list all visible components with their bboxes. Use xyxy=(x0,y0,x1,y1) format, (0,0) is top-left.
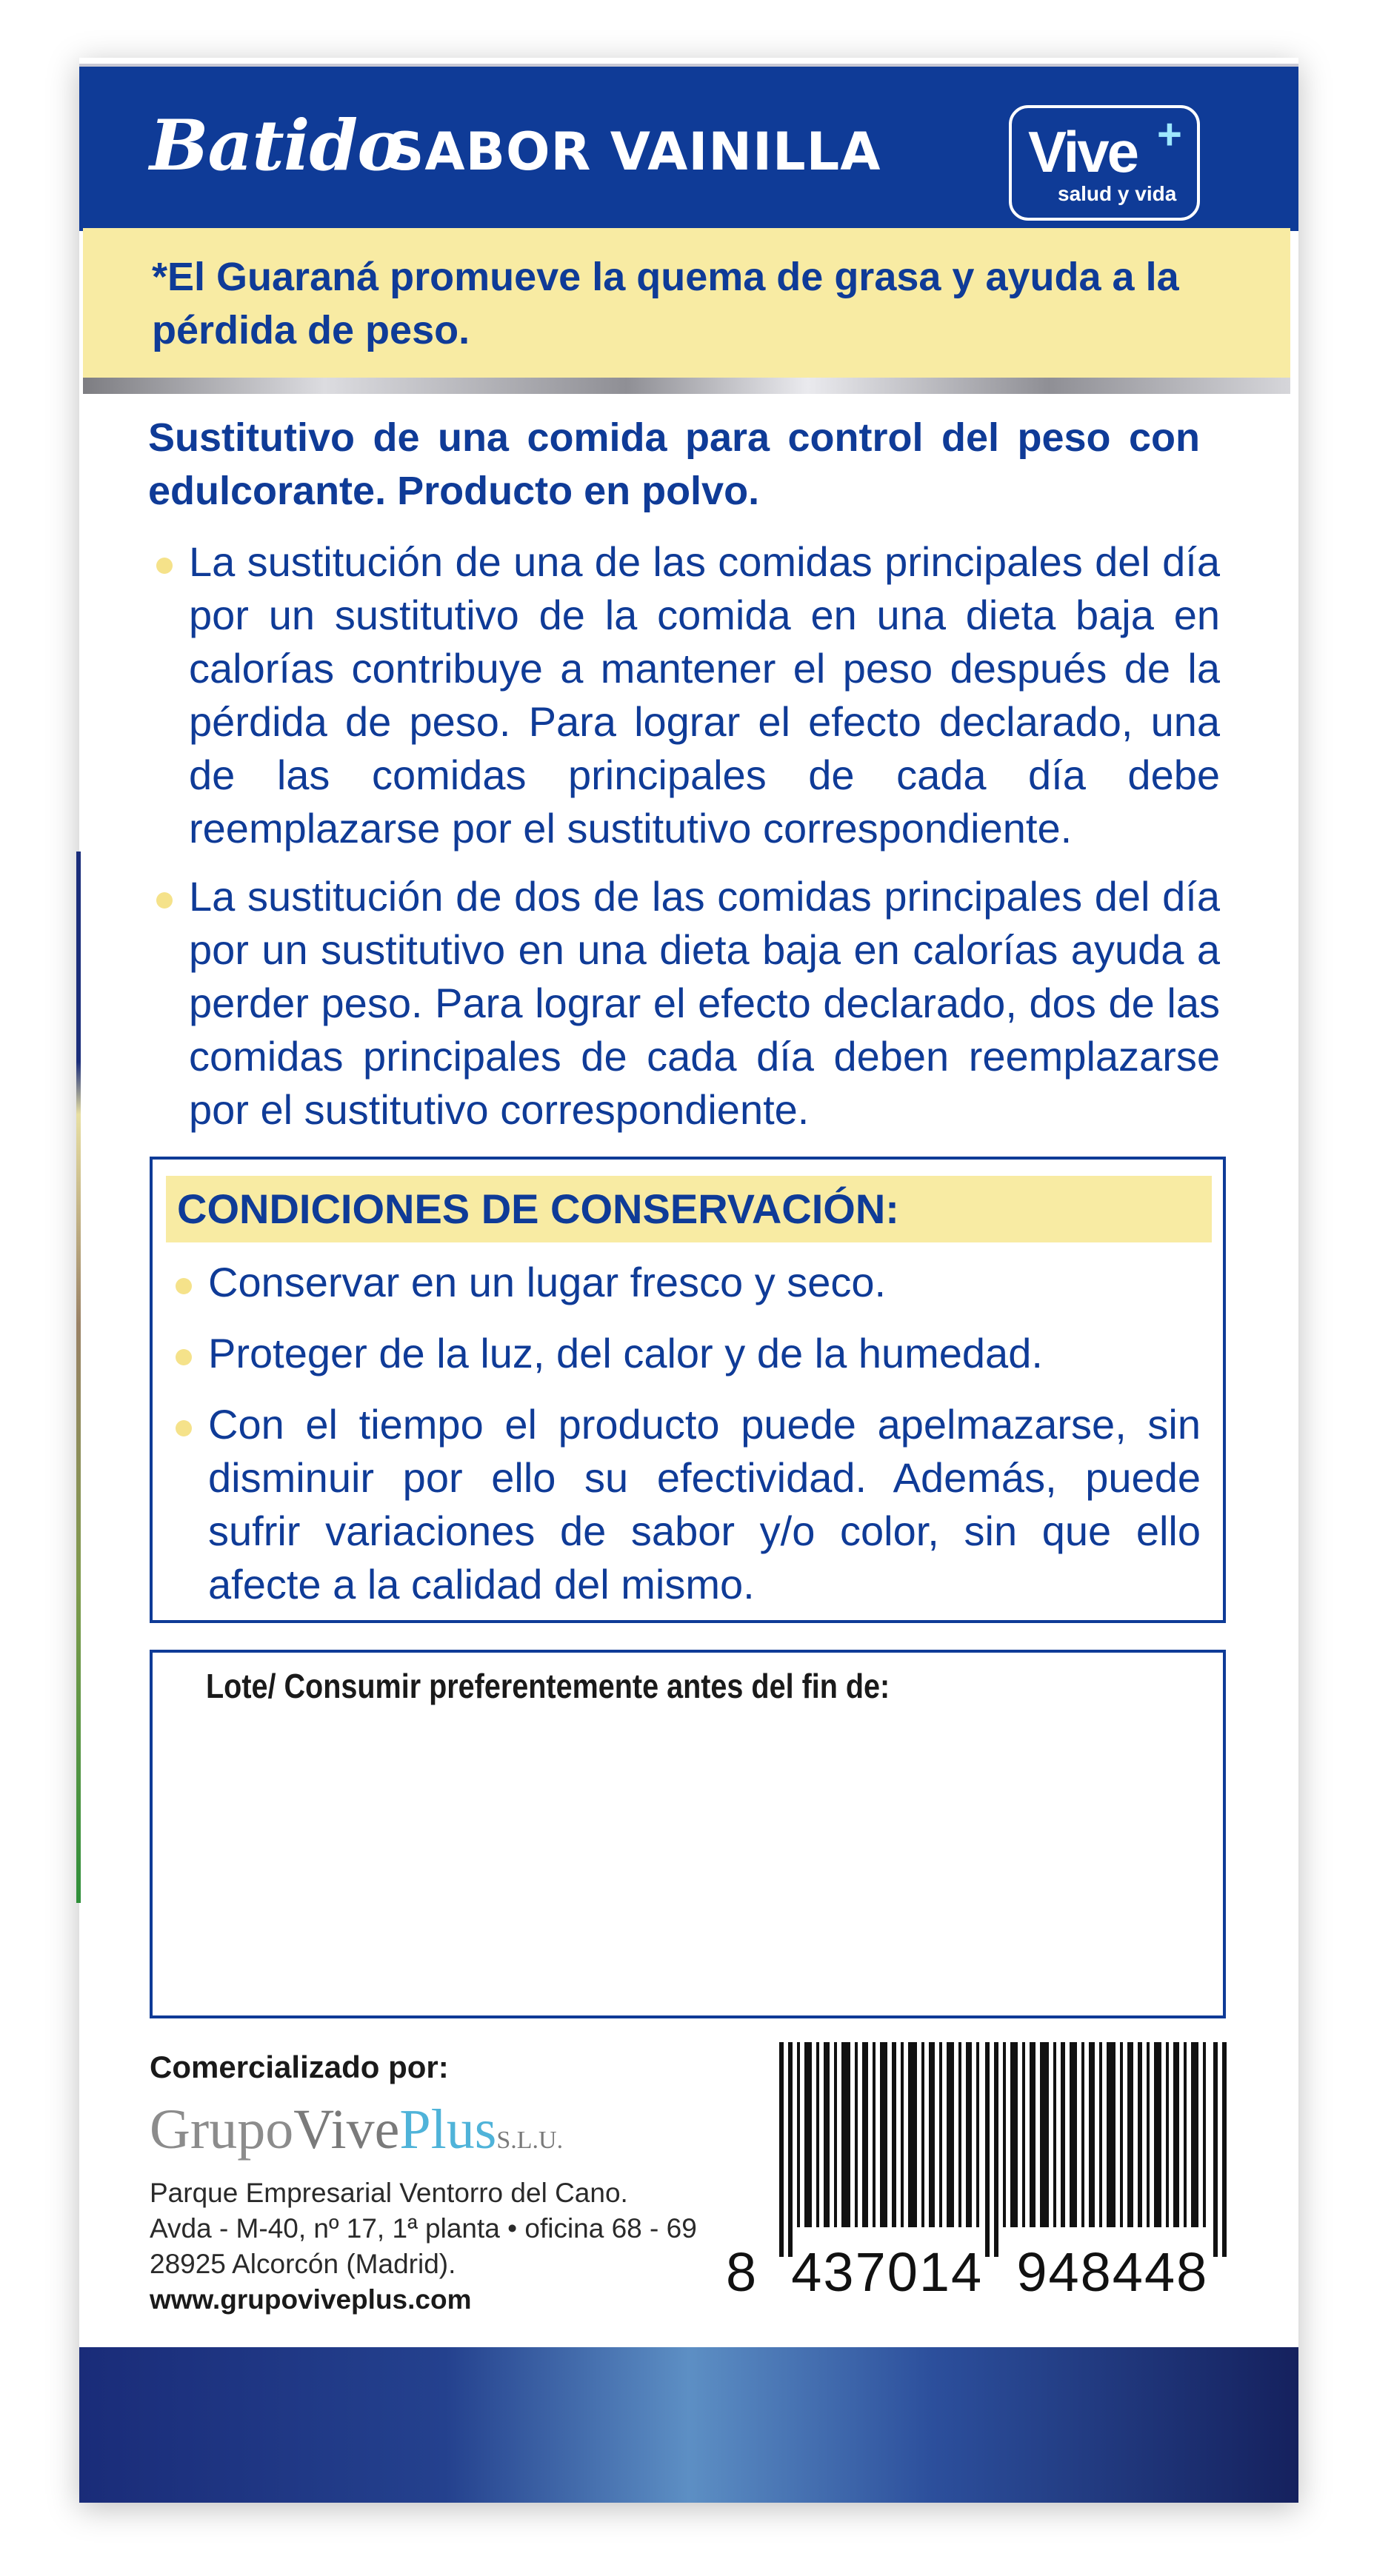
silver-divider xyxy=(83,378,1290,394)
bullet-dot-icon xyxy=(156,892,173,909)
conservation-box xyxy=(150,1157,1226,1623)
product-back-panel xyxy=(79,58,1298,2503)
claim-item xyxy=(189,870,1220,1137)
bullet-dot-icon xyxy=(176,1349,192,1365)
company-website: www.grupoviveplus.com xyxy=(150,2284,472,2315)
claim-text: La sustitución de dos de las comidas principales del día por un sustitutivo en una dieta baja en calorías ayuda a perder peso. Para lograr el efecto declarado, dos de las comidas principales de cada día deben reemplazarse por el sustitutivo correspondiente. xyxy=(189,873,1220,1133)
company-address xyxy=(150,2175,697,2318)
box-side-edge xyxy=(76,852,81,1903)
vive-logo-tagline: salud y vida xyxy=(1058,182,1177,205)
conservation-item xyxy=(208,1327,1201,1380)
bullet-dot-icon xyxy=(176,1278,192,1294)
lote-label: Lote/ Consumir preferentemente antes del fin de: xyxy=(206,1667,890,1705)
address-line: Avda - M-40, nº 17, 1ª planta • oficina 68 - 69 xyxy=(150,2213,697,2244)
logo-slu-text: S.L.U. xyxy=(496,2127,564,2154)
product-title-flavor: SABOR VAINILLA xyxy=(387,121,881,182)
product-title-script: Batido xyxy=(150,105,403,187)
commercialized-by-label: Comercializado por: xyxy=(150,2050,449,2084)
address-line: Parque Empresarial Ventorro del Cano. xyxy=(150,2178,628,2208)
grupo-viveplus-logo xyxy=(150,2098,563,2162)
address-line: 28925 Alcorcón (Madrid). xyxy=(150,2249,456,2279)
conservation-text: Conservar en un lugar fresco y seco. xyxy=(208,1259,887,1305)
barcode-icon xyxy=(779,2042,1231,2257)
claims-list xyxy=(189,535,1220,1151)
bullet-dot-icon xyxy=(176,1420,192,1436)
product-header xyxy=(79,64,1298,231)
conservation-text: Con el tiempo el producto puede apelmazarse, sin disminuir por ello su efectividad. Además, puede sufrir variaciones de sabor y/o color, sin que ello afecte a la calidad del mismo. xyxy=(208,1401,1201,1608)
logo-grupo-text: Grupo xyxy=(150,2098,294,2161)
conservation-item xyxy=(208,1398,1201,1611)
claim-text: La sustitución de una de las comidas principales del día por un sustitutivo de la comida en una dieta baja en calorías contribuye a mantener el peso después de la pérdida de peso. Para lograr el efecto declarado, una de las comidas principales de cada día debe reemplazarse por el sustitutivo correspondiente. xyxy=(189,538,1220,852)
guarana-note: *El Guaraná promueve la quema de grasa y ayuda a la pérdida de peso. xyxy=(83,228,1290,384)
vive-logo-plus: + xyxy=(1157,110,1182,158)
vive-logo-text: Vive xyxy=(1028,119,1138,184)
footer-band xyxy=(79,2347,1298,2503)
claim-item xyxy=(189,535,1220,855)
product-description: Sustitutivo de una comida para control del peso con edulcorante. Producto en polvo. xyxy=(148,415,1200,513)
conservation-item xyxy=(208,1256,1201,1309)
vive-logo xyxy=(1009,105,1200,221)
barcode-number: 8 437014 948448 xyxy=(726,2241,1209,2303)
bullet-dot-icon xyxy=(156,558,173,574)
lote-box xyxy=(150,1650,1226,2018)
conservation-text: Proteger de la luz, del calor y de la humedad. xyxy=(208,1330,1043,1376)
logo-vive-text: Vive xyxy=(293,2098,400,2161)
logo-plus-text: Plus xyxy=(399,2098,497,2161)
conservation-title: CONDICIONES DE CONSERVACIÓN: xyxy=(166,1176,1212,1242)
conservation-list xyxy=(208,1256,1201,1629)
